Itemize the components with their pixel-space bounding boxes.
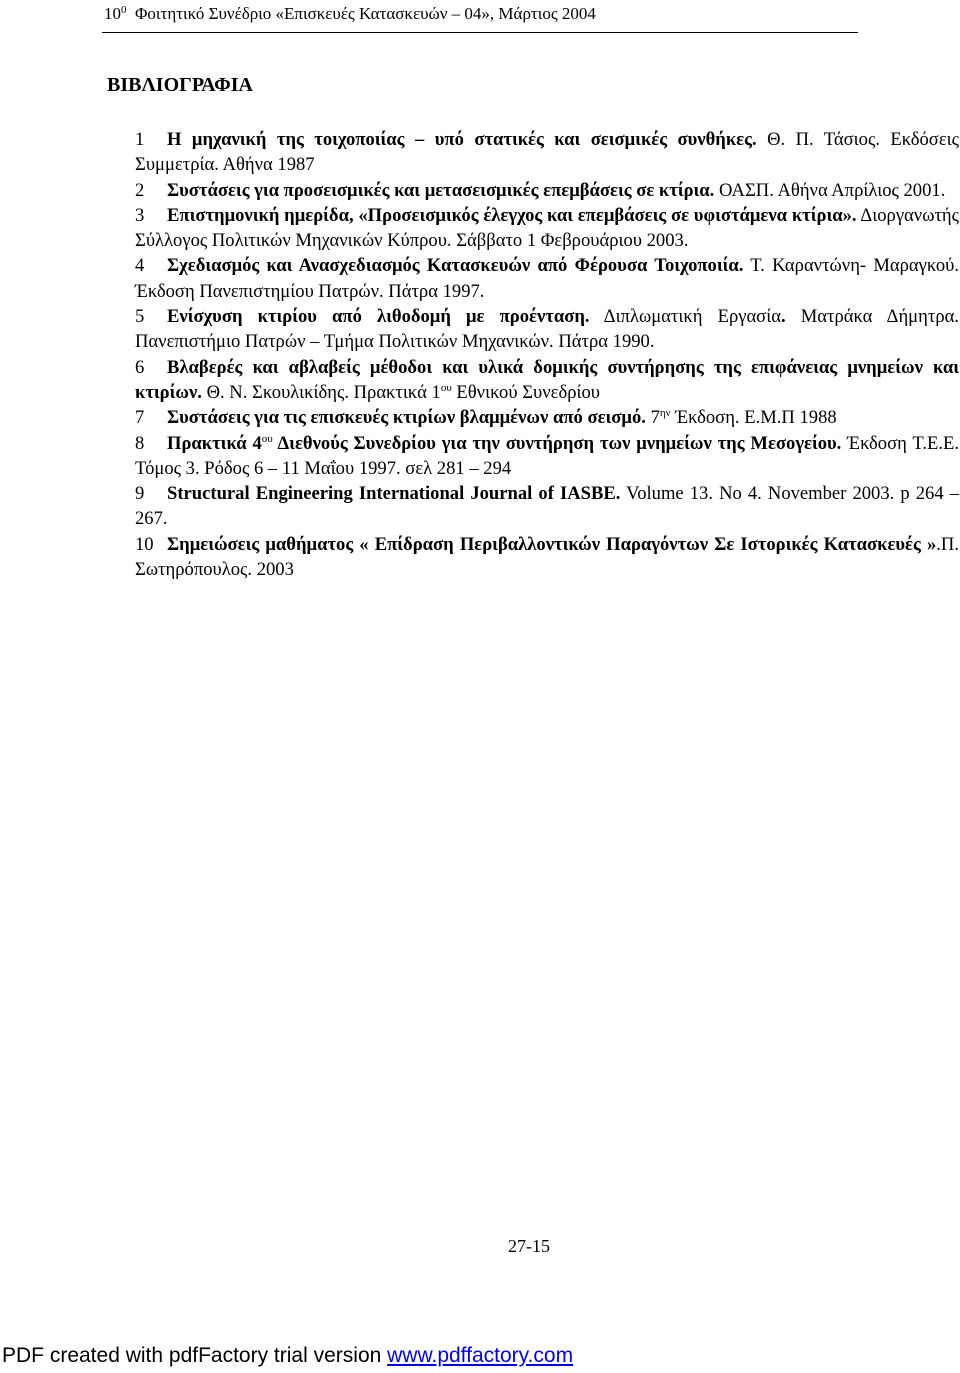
reference-title: Συστάσεις για τις επισκευές κτιρίων βλαμμένων από σεισμό. — [167, 407, 646, 429]
reference-item — [135, 178, 959, 203]
reference-item — [135, 532, 959, 583]
reference-number: 10 — [135, 533, 154, 555]
reference-item — [135, 127, 959, 178]
reference-details-continued: Ματράκα Δήμητρα. Πανεπιστήμιο Πατρών – Τμήμα Πολιτικών Μηχανικών. Πάτρα 1990. — [135, 306, 959, 353]
reference-details: Έκδοση Τ.Ε.Ε. Τόμος 3. Ρόδος 6 – 11 Μαΐου 1997. σελ 281 – 294 — [135, 432, 959, 479]
reference-title: Συστάσεις για προσεισμικές και μετασεισμικές επεμβάσεις σε κτίρια. — [167, 179, 715, 201]
header-edition-superscript: 0 — [121, 4, 127, 16]
reference-title: Ενίσχυση κτιρίου από λιθοδομή με προένταση. — [167, 306, 590, 328]
ordinal-superscript: ου — [440, 381, 452, 394]
header-edition-number: 10 — [104, 4, 121, 23]
ordinal-superscript: ου — [261, 432, 273, 445]
footer-text: PDF created with pdfFactory trial version — [2, 1344, 388, 1367]
reference-item — [135, 253, 959, 304]
reference-number: 8 — [135, 432, 145, 454]
reference-number: 7 — [135, 407, 145, 429]
reference-number: 9 — [135, 483, 145, 505]
reference-number: 2 — [135, 179, 145, 201]
reference-title: Η μηχανική της τοιχοποιίας – υπό στατικές και σεισμικές συνθήκες. — [167, 129, 757, 150]
reference-list — [135, 127, 959, 582]
reference-title: Πρακτικά 4 — [167, 432, 262, 454]
reference-details: Τ. Καραντώνη- Μαραγκού. Έκδοση Πανεπιστημίου Πατρών. Πάτρα 1997. — [135, 255, 959, 302]
reference-title: Structural Engineering International Journal of IASBE. — [167, 483, 621, 505]
reference-details: Διοργανωτής Σύλλογος Πολιτικών Μηχανικών Κύπρου. Σάββατο 1 Φεβρουάριου 2003. — [135, 204, 959, 252]
reference-details: Θ. Π. Τάσιος. Εκδόσεις Συμμετρία. Αθήνα 1987 — [135, 129, 959, 176]
reference-number: 4 — [135, 255, 145, 277]
running-header — [104, 4, 596, 24]
footer-link[interactable]: www.pdffactory.com — [387, 1344, 574, 1367]
reference-number: 6 — [135, 356, 145, 378]
reference-details: Θ. Ν. Σκουλικίδης. Πρακτικά 1 — [201, 381, 441, 403]
reference-period: . — [780, 306, 786, 328]
reference-details: .Π. Σωτηρόπουλος. 2003 — [135, 533, 959, 581]
reference-title-continued: Διεθνούς Συνεδρίου για την συντήρηση των μνημείων της Μεσογείου. — [272, 432, 842, 454]
reference-details-continued: Έκδοση. Ε.Μ.Π 1988 — [670, 407, 837, 429]
reference-title: Σχεδιασμός και Ανασχεδιασμός Κατασκευών από Φέρουσα Τοιχοποιία. — [167, 255, 744, 277]
reference-number: 3 — [135, 204, 145, 226]
reference-title: Σημειώσεις μαθήματος « Επίδραση Περιβαλλοντικών Παραγόντων Σε Ιστορικές Κατασκευές » — [167, 533, 937, 555]
section-title: ΒΙΒΛΙΟΓΡΑΦΙΑ — [107, 74, 253, 96]
reference-number: 1 — [135, 129, 145, 150]
reference-details-continued: Εθνικού Συνεδρίου — [451, 381, 600, 403]
reference-details: Διπλωματική Εργασία — [589, 306, 781, 328]
reference-details: Volume 13. No 4. November 2003. p 264 – 267. — [135, 483, 960, 530]
reference-title: Βλαβερές και αβλαβείς μέθοδοι και υλικά δομικής συντήρησης της επιφάνειας μνημείων και κτιρίων. — [135, 356, 959, 403]
header-title: Φοιτητικό Συνέδριο «Επισκευές Κατασκευών – 04», Μάρτιος 2004 — [135, 4, 596, 23]
reference-title: Επιστημονική ημερίδα, «Προσεισμικός έλεγχος και επεμβάσεις σε υφιστάμενα κτίρια». — [167, 204, 857, 226]
pdf-footer — [2, 1344, 573, 1368]
reference-item — [135, 431, 959, 482]
reference-details: ΟΑΣΠ. Αθήνα Απρίλιος 2001. — [714, 179, 946, 201]
reference-item — [135, 355, 959, 406]
ordinal-superscript: ην — [659, 407, 671, 420]
header-rule — [102, 32, 858, 33]
reference-item — [135, 481, 959, 532]
page-number: 27-15 — [508, 1236, 550, 1256]
reference-item — [135, 203, 959, 254]
reference-number: 5 — [135, 306, 145, 328]
reference-details: 7 — [645, 407, 660, 429]
reference-item — [135, 405, 959, 430]
reference-item — [135, 304, 959, 355]
